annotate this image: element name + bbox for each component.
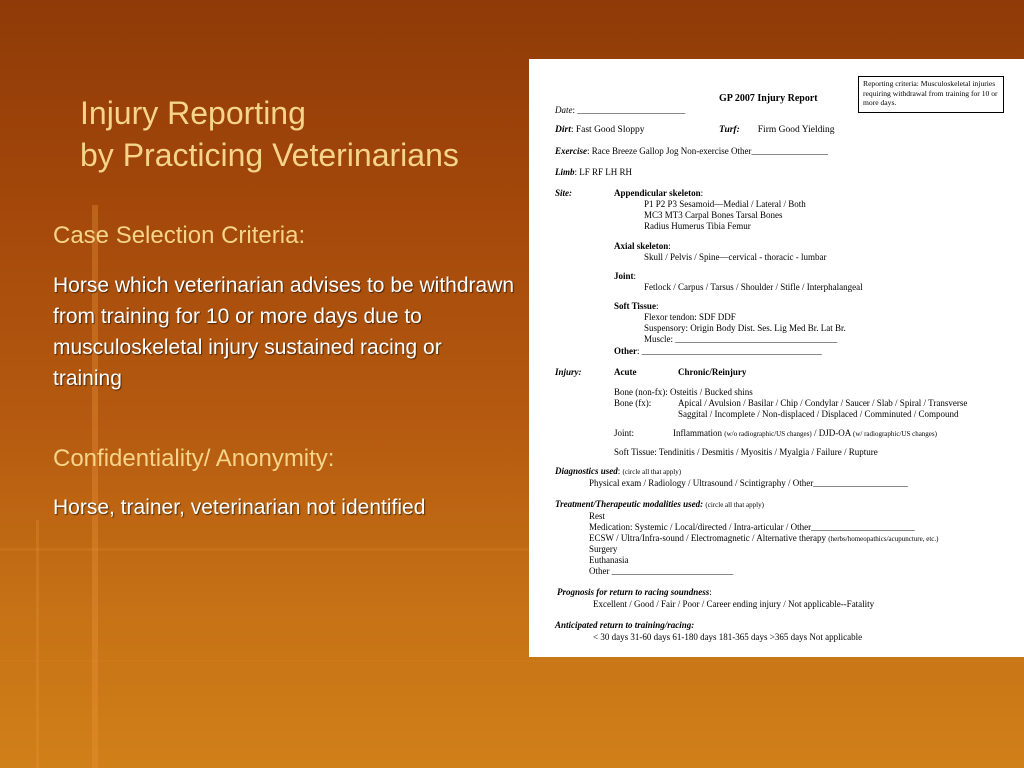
- reporting-criteria-box: Reporting criteria: Musculoskeletal injuries requiring withdrawal from training for 10 or more days.: [858, 76, 1004, 113]
- bone-fx-row-1: Apical / Avulsion / Basilar / Chip / Condylar / Saucer / Slab / Spiral / Transverse: [678, 398, 968, 408]
- decor-stripe: [36, 520, 39, 768]
- report-title: GP 2007 Injury Report: [719, 93, 818, 104]
- appendicular-row-1: P1 P2 P3 Sesamoid—Medial / Lateral / Both: [644, 199, 806, 209]
- diagnostics-row: Physical exam / Radiology / Ultrasound / Scintigraphy / Other_____________________: [589, 478, 908, 488]
- joint-label: Joint:: [614, 271, 637, 281]
- soft-tissue-row-2: Suspensory: Origin Body Dist. Ses. Lig Med Br. Lat Br.: [644, 323, 846, 333]
- treatment-rest: Rest: [589, 511, 606, 521]
- treatment-medication: Medication: Systemic / Local/directed / Intra-articular / Other_______________________: [589, 522, 915, 532]
- treatment-euthanasia: Euthanasia: [589, 555, 629, 565]
- appendicular-row-2: MC3 MT3 Carpal Bones Tarsal Bones: [644, 210, 783, 220]
- treatment-other: Other ___________________________: [589, 566, 734, 576]
- joint-row: Fetlock / Carpus / Tarsus / Shoulder / Stifle / Interphalangeal: [644, 282, 863, 292]
- limb-row: [555, 167, 632, 178]
- confidentiality-body: Horse, trainer, veterinarian not identified: [53, 496, 426, 519]
- anticipated-return-heading: Anticipated return to training/racing:: [555, 620, 695, 630]
- soft-tissue-row-3: Muscle: ____________________________________: [644, 334, 838, 344]
- injury-chronic: Chronic/Reinjury: [678, 367, 747, 377]
- treatment-surgery: Surgery: [589, 544, 618, 554]
- turf-label: Turf:: [719, 125, 740, 135]
- treatment-heading: Treatment/Therapeutic modalities used: (circle all that apply): [555, 499, 764, 509]
- other-label: Other: [614, 346, 637, 356]
- turf-row: [719, 125, 834, 136]
- soft-tissue-label: Soft Tissue:: [614, 301, 659, 311]
- joint-injury-label: Joint:: [614, 428, 635, 438]
- appendicular-row-3: Radius Humerus Tibia Femur: [644, 221, 751, 231]
- diagnostics-heading: Diagnostics used: (circle all that apply): [555, 466, 682, 476]
- date-row: [555, 105, 685, 116]
- prognosis-heading: Prognosis for return to racing soundness:: [557, 587, 712, 597]
- turf-options: Firm Good Yielding: [757, 125, 835, 135]
- appendicular-label: Appendicular skeleton:: [614, 188, 704, 198]
- title-line-1: Injury Reporting: [80, 95, 306, 131]
- axial-label: Axial skeleton:: [614, 241, 671, 251]
- case-selection-heading: Case Selection Criteria:: [53, 222, 306, 249]
- confidentiality-heading: Confidentiality/ Anonymity:: [53, 445, 335, 472]
- date-label: Date: [555, 105, 573, 115]
- exercise-options: : Race Breeze Gallop Jog Non-exercise Other_________________: [587, 146, 828, 156]
- bone-fx-row-2: Saggital / Incomplete / Non-displaced / Displaced / Comminuted / Compound: [678, 409, 959, 419]
- axial-row: Skull / Pelvis / Spine—cervical - thoracic - lumbar: [644, 252, 827, 262]
- dirt-label: Dirt: [555, 125, 571, 135]
- other-line: : ________________________________________: [637, 346, 822, 356]
- anticipated-return-row: < 30 days 31-60 days 61-180 days 181-365 days >365 days Not applicable: [593, 632, 863, 642]
- injury-label: Injury:: [555, 367, 582, 377]
- soft-tissue-row-1: Flexor tendon: SDF DDF: [644, 312, 736, 322]
- date-line: : ________________________: [572, 105, 686, 115]
- limb-label: Limb: [555, 167, 575, 177]
- other-row: [614, 346, 822, 357]
- injury-acute: Acute: [614, 367, 637, 377]
- case-selection-body: Horse which veterinarian advises to be withdrawn from training for 10 or more days due to musculoskeletal injury sustained racing or training: [53, 274, 515, 390]
- surface-row: [555, 125, 644, 136]
- soft-tissue-injury-row: Soft Tissue: Tendinitis / Desmitis / Myositis / Myalgia / Failure / Rupture: [614, 447, 878, 457]
- injury-report-form: [529, 59, 1024, 657]
- dirt-options: : Fast Good Sloppy: [570, 125, 645, 135]
- decor-stripe: [0, 660, 1024, 662]
- bone-fx-label: Bone (fx):: [614, 398, 652, 408]
- joint-injury-row: Inflammation (w/o radiographic/US changes) / DJD-OA (w/ radiographic/US changes): [673, 428, 937, 438]
- title-line-2: by Practicing Veterinarians: [80, 137, 459, 173]
- slide-title: [80, 92, 459, 176]
- site-label: Site:: [555, 188, 572, 198]
- treatment-ecsw: ECSW / Ultra/Infra-sound / Electromagnetic / Alternative therapy (herbs/homeopathics/acupuncture, etc.): [589, 533, 939, 543]
- limb-options: : LF RF LH RH: [574, 167, 633, 177]
- exercise-row: [555, 146, 828, 157]
- bone-nonfx-row: Bone (non-fx): Osteitis / Bucked shins: [614, 387, 753, 397]
- exercise-label: Exercise: [555, 146, 587, 156]
- prognosis-row: Excellent / Good / Fair / Poor / Career ending injury / Not applicable--Fatality: [593, 599, 875, 609]
